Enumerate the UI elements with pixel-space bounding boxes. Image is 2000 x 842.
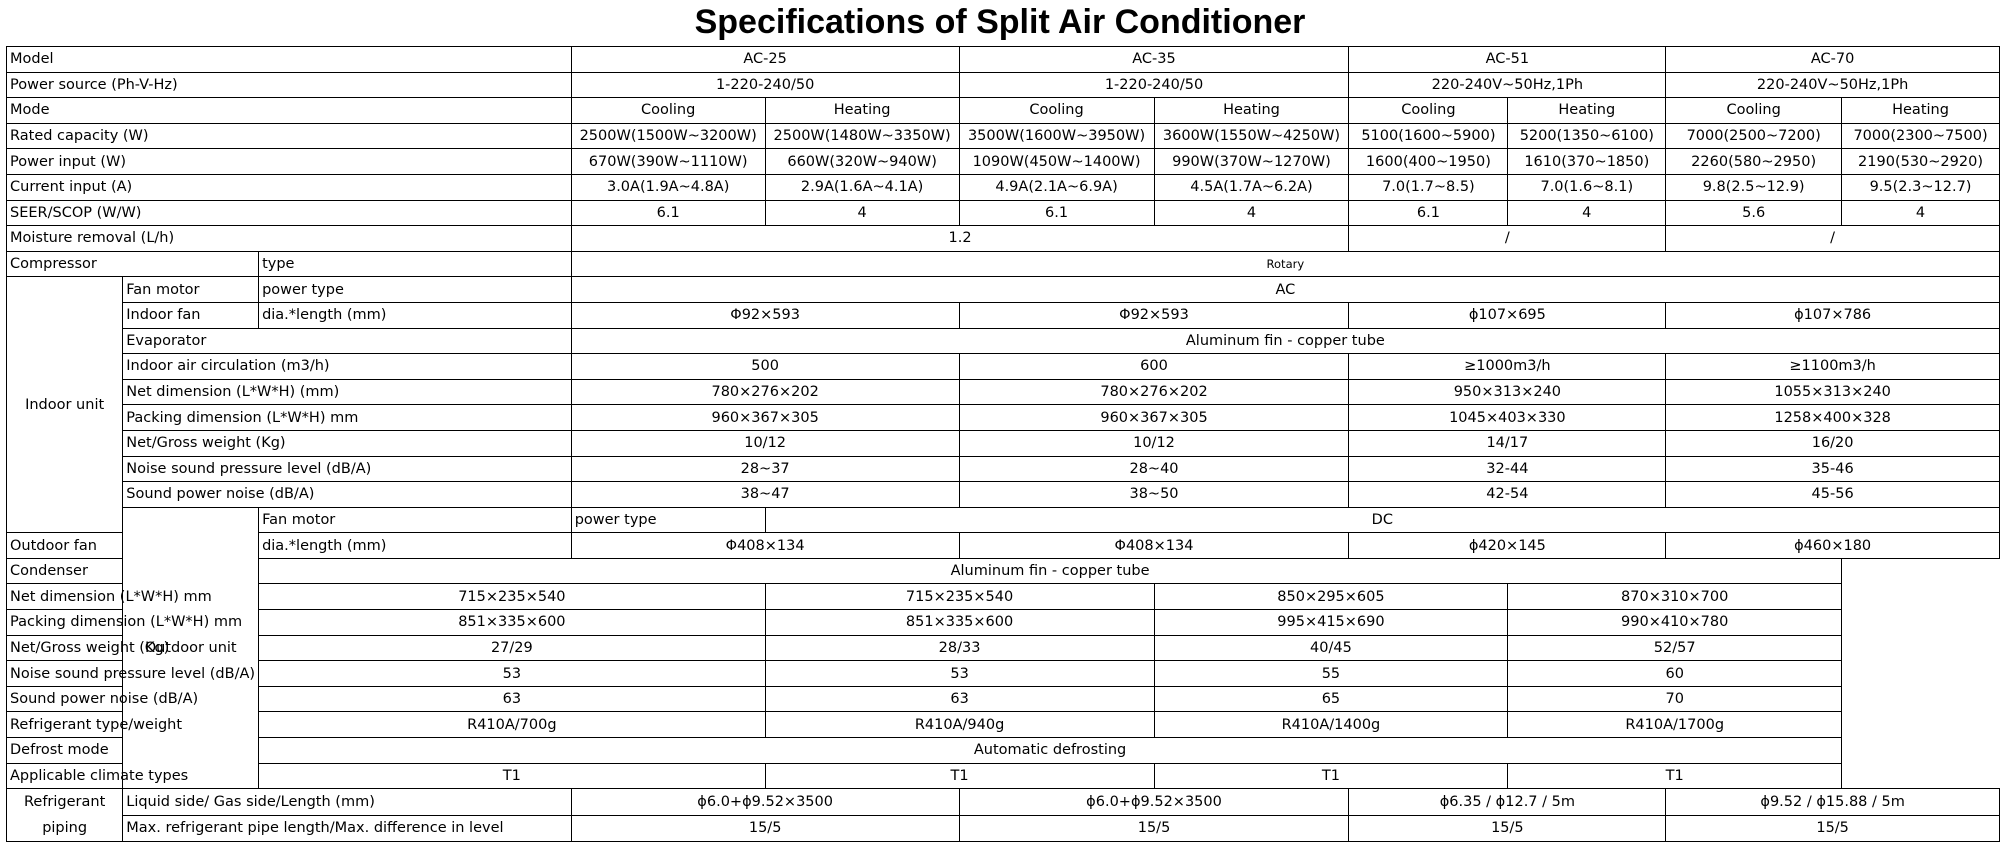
row-label: Outdoor fan xyxy=(7,533,123,559)
table-cell: 990W(370W~1270W) xyxy=(1154,149,1349,175)
table-cell: 60 xyxy=(1508,661,1842,687)
table-cell: AC xyxy=(571,277,1999,303)
table-cell: 4.5A(1.7A~6.2A) xyxy=(1154,174,1349,200)
table-cell: / xyxy=(1349,226,1666,252)
table-cell: ϕ107×695 xyxy=(1349,302,1666,328)
table-cell: 2260(580~2950) xyxy=(1666,149,1842,175)
row-label: Net/Gross weight (Kg) xyxy=(7,635,259,661)
table-cell: 7.0(1.7~8.5) xyxy=(1349,174,1508,200)
table-cell: ϕ6.0+ϕ9.52×3500 xyxy=(571,789,959,816)
table-row xyxy=(7,789,2000,816)
table-cell: ≥1000m3/h xyxy=(1349,354,1666,380)
table-cell: 960×367×305 xyxy=(571,405,959,431)
row-label: Indoor fan xyxy=(123,302,259,328)
table-cell: 53 xyxy=(765,661,1154,687)
table-cell: 1090W(450W~1400W) xyxy=(959,149,1154,175)
table-cell: Φ408×134 xyxy=(571,533,959,559)
row-label: Defrost mode xyxy=(7,738,259,764)
table-cell: 28~40 xyxy=(959,456,1349,482)
row-label: SEER/SCOP (W/W) xyxy=(7,200,572,226)
row-label: Condenser xyxy=(7,558,259,584)
mode-cooling: Cooling xyxy=(571,98,765,124)
table-row xyxy=(7,507,2000,533)
table-cell: R410A/1700g xyxy=(1508,712,1842,738)
row-label: Compressor xyxy=(7,251,259,277)
table-cell: 851×335×600 xyxy=(259,610,766,636)
row-label: Moisture removal (L/h) xyxy=(7,226,572,252)
table-cell: 9.8(2.5~12.9) xyxy=(1666,174,1842,200)
table-row xyxy=(7,405,2000,431)
table-cell: 1-220-240/50 xyxy=(959,72,1349,98)
table-row xyxy=(7,72,2000,98)
table-row xyxy=(7,533,2000,559)
table-cell: 220-240V~50Hz,1Ph xyxy=(1349,72,1666,98)
table-cell: T1 xyxy=(259,763,766,789)
table-cell: 28/33 xyxy=(765,635,1154,661)
table-cell: 6.1 xyxy=(571,200,765,226)
table-row xyxy=(7,738,2000,764)
table-cell: ϕ420×145 xyxy=(1349,533,1666,559)
table-cell: ϕ6.35 / ϕ12.7 / 5m xyxy=(1349,789,1666,816)
group-label: Refrigerant piping xyxy=(7,789,123,842)
table-cell: 870×310×700 xyxy=(1508,584,1842,610)
table-row xyxy=(7,251,2000,277)
group-label: Outdoor unit xyxy=(123,507,259,789)
page-title: Specifications of Split Air Conditioner xyxy=(694,3,1306,41)
table-row xyxy=(7,149,2000,175)
table-row xyxy=(7,354,2000,380)
table-cell: ϕ6.0+ϕ9.52×3500 xyxy=(959,789,1349,816)
row-label: Current input (A) xyxy=(7,174,572,200)
table-cell: 4 xyxy=(1842,200,2000,226)
table-cell: 55 xyxy=(1154,661,1508,687)
table-cell: 2190(530~2920) xyxy=(1842,149,2000,175)
row-label: Sound power noise (dB/A) xyxy=(123,482,571,508)
row-label: Sound power noise (dB/A) xyxy=(7,686,259,712)
table-row xyxy=(7,482,2000,508)
table-cell: 15/5 xyxy=(1349,815,1666,842)
table-cell: 65 xyxy=(1154,686,1508,712)
table-cell: 6.1 xyxy=(1349,200,1508,226)
table-cell: 660W(320W~940W) xyxy=(765,149,959,175)
table-cell: T1 xyxy=(765,763,1154,789)
table-cell: 52/57 xyxy=(1508,635,1842,661)
table-row xyxy=(7,763,2000,789)
table-cell: 4.9A(2.1A~6.9A) xyxy=(959,174,1154,200)
table-row xyxy=(7,686,2000,712)
table-cell: T1 xyxy=(1508,763,1842,789)
table-cell: 7000(2500~7200) xyxy=(1666,123,1842,149)
table-cell: 15/5 xyxy=(571,815,959,842)
mode-cooling: Cooling xyxy=(1666,98,1842,124)
table-cell: 780×276×202 xyxy=(959,379,1349,405)
table-cell: 2500W(1480W~3350W) xyxy=(765,123,959,149)
table-cell: ϕ460×180 xyxy=(1666,533,2000,559)
table-cell: 10/12 xyxy=(959,430,1349,456)
row-sublabel: power type xyxy=(571,507,765,533)
row-label: Fan motor xyxy=(259,507,572,533)
table-cell: 1610(370~1850) xyxy=(1508,149,1666,175)
table-cell: 63 xyxy=(259,686,766,712)
table-row xyxy=(7,661,2000,687)
table-row xyxy=(7,302,2000,328)
table-cell: 1.2 xyxy=(571,226,1349,252)
table-cell: 4 xyxy=(1154,200,1349,226)
table-cell: 960×367×305 xyxy=(959,405,1349,431)
table-cell: Φ408×134 xyxy=(959,533,1349,559)
row-label: Noise sound pressure level (dB/A) xyxy=(7,661,259,687)
group-label: Indoor unit xyxy=(7,277,123,533)
table-cell: R410A/700g xyxy=(259,712,766,738)
table-cell: 780×276×202 xyxy=(571,379,959,405)
model-name: AC-35 xyxy=(959,47,1349,73)
table-cell: 35-46 xyxy=(1666,456,2000,482)
table-cell: 220-240V~50Hz,1Ph xyxy=(1666,72,2000,98)
row-label: Net dimension (L*W*H) mm xyxy=(7,584,259,610)
row-label: Packing dimension (L*W*H) mm xyxy=(7,610,259,636)
table-cell: 1258×400×328 xyxy=(1666,405,2000,431)
row-label: Refrigerant type/weight xyxy=(7,712,259,738)
table-cell: 1600(400~1950) xyxy=(1349,149,1508,175)
row-label: Packing dimension (L*W*H) mm xyxy=(123,405,571,431)
table-cell: 38~50 xyxy=(959,482,1349,508)
row-sublabel: power type xyxy=(259,277,572,303)
row-sublabel: type xyxy=(259,251,572,277)
table-cell: 63 xyxy=(765,686,1154,712)
row-label: Evaporator xyxy=(123,328,571,354)
table-row xyxy=(7,712,2000,738)
row-label: Net/Gross weight (Kg) xyxy=(123,430,571,456)
row-label: Max. refrigerant pipe length/Max. difference in level xyxy=(123,815,571,842)
table-cell: 40/45 xyxy=(1154,635,1508,661)
table-cell: 15/5 xyxy=(959,815,1349,842)
table-cell: 70 xyxy=(1508,686,1842,712)
table-cell: 850×295×605 xyxy=(1154,584,1508,610)
table-cell: 45-56 xyxy=(1666,482,2000,508)
table-row xyxy=(7,226,2000,252)
table-cell: 38~47 xyxy=(571,482,959,508)
table-cell: 42-54 xyxy=(1349,482,1666,508)
table-cell: 3.0A(1.9A~4.8A) xyxy=(571,174,765,200)
table-cell: 1055×313×240 xyxy=(1666,379,2000,405)
table-cell: 9.5(2.3~12.7) xyxy=(1842,174,2000,200)
model-name: AC-25 xyxy=(571,47,959,73)
table-row xyxy=(7,635,2000,661)
table-cell: 670W(390W~1110W) xyxy=(571,149,765,175)
mode-cooling: Cooling xyxy=(1349,98,1508,124)
table-cell: Aluminum fin - copper tube xyxy=(571,328,1999,354)
table-cell: R410A/940g xyxy=(765,712,1154,738)
table-row xyxy=(7,610,2000,636)
table-row xyxy=(7,379,2000,405)
table-cell: 27/29 xyxy=(259,635,766,661)
table-cell: 14/17 xyxy=(1349,430,1666,456)
row-label: Liquid side/ Gas side/Length (mm) xyxy=(123,789,571,816)
mode-heating: Heating xyxy=(765,98,959,124)
row-sublabel: dia.*length (mm) xyxy=(259,533,572,559)
model-name: AC-51 xyxy=(1349,47,1666,73)
table-cell: 950×313×240 xyxy=(1349,379,1666,405)
table-cell: T1 xyxy=(1154,763,1508,789)
table-cell: 6.1 xyxy=(959,200,1154,226)
mode-heating: Heating xyxy=(1842,98,2000,124)
row-label: Power input (W) xyxy=(7,149,572,175)
mode-heating: Heating xyxy=(1508,98,1666,124)
table-cell: 1045×403×330 xyxy=(1349,405,1666,431)
row-label: Mode xyxy=(7,98,572,124)
row-label: Power source (Ph-V-Hz) xyxy=(7,72,572,98)
table-cell: Φ92×593 xyxy=(571,302,959,328)
mode-heating: Heating xyxy=(1154,98,1349,124)
table-cell: Automatic defrosting xyxy=(259,738,1842,764)
spec-table xyxy=(6,46,2000,842)
model-name: AC-70 xyxy=(1666,47,2000,73)
table-cell: ϕ107×786 xyxy=(1666,302,2000,328)
table-cell: Aluminum fin - copper tube xyxy=(259,558,1842,584)
table-cell: ≥1100m3/h xyxy=(1666,354,2000,380)
table-cell: 1-220-240/50 xyxy=(571,72,959,98)
table-cell: / xyxy=(1666,226,2000,252)
table-row xyxy=(7,174,2000,200)
table-cell: 715×235×540 xyxy=(259,584,766,610)
table-cell: Φ92×593 xyxy=(959,302,1349,328)
table-cell: 5.6 xyxy=(1666,200,1842,226)
table-row xyxy=(7,558,2000,584)
table-cell: 10/12 xyxy=(571,430,959,456)
table-row xyxy=(7,98,2000,124)
table-row xyxy=(7,200,2000,226)
table-row xyxy=(7,456,2000,482)
row-label: Fan motor xyxy=(123,277,259,303)
row-sublabel: dia.*length (mm) xyxy=(259,302,572,328)
table-cell: 32-44 xyxy=(1349,456,1666,482)
mode-cooling: Cooling xyxy=(959,98,1154,124)
table-cell: 500 xyxy=(571,354,959,380)
table-cell: 5200(1350~6100) xyxy=(1508,123,1666,149)
table-cell: 995×415×690 xyxy=(1154,610,1508,636)
table-cell: 7.0(1.6~8.1) xyxy=(1508,174,1666,200)
table-cell: 2500W(1500W~3200W) xyxy=(571,123,765,149)
table-cell: 16/20 xyxy=(1666,430,2000,456)
table-cell: 3600W(1550W~4250W) xyxy=(1154,123,1349,149)
table-cell: 5100(1600~5900) xyxy=(1349,123,1508,149)
row-label: Applicable climate types xyxy=(7,763,259,789)
table-cell: R410A/1400g xyxy=(1154,712,1508,738)
table-cell: 3500W(1600W~3950W) xyxy=(959,123,1154,149)
table-row xyxy=(7,277,2000,303)
row-label: Net dimension (L*W*H) (mm) xyxy=(123,379,571,405)
row-label: Rated capacity (W) xyxy=(7,123,572,149)
table-row xyxy=(7,328,2000,354)
table-cell: Rotary xyxy=(571,251,1999,277)
table-row xyxy=(7,430,2000,456)
table-cell: DC xyxy=(765,507,1999,533)
table-cell: 53 xyxy=(259,661,766,687)
table-cell: 4 xyxy=(1508,200,1666,226)
table-cell: 28~37 xyxy=(571,456,959,482)
table-cell: 15/5 xyxy=(1666,815,2000,842)
table-cell: ϕ9.52 / ϕ15.88 / 5m xyxy=(1666,789,2000,816)
table-cell: 4 xyxy=(765,200,959,226)
row-label: Indoor air circulation (m3/h) xyxy=(123,354,571,380)
row-label: Noise sound pressure level (dB/A) xyxy=(123,456,571,482)
table-cell: 2.9A(1.6A~4.1A) xyxy=(765,174,959,200)
table-cell: 7000(2300~7500) xyxy=(1842,123,2000,149)
table-cell: 990×410×780 xyxy=(1508,610,1842,636)
table-cell: 600 xyxy=(959,354,1349,380)
row-label: Model xyxy=(7,47,572,73)
table-row xyxy=(7,584,2000,610)
table-row xyxy=(7,47,2000,73)
table-cell: 851×335×600 xyxy=(765,610,1154,636)
table-cell: 715×235×540 xyxy=(765,584,1154,610)
table-row xyxy=(7,123,2000,149)
